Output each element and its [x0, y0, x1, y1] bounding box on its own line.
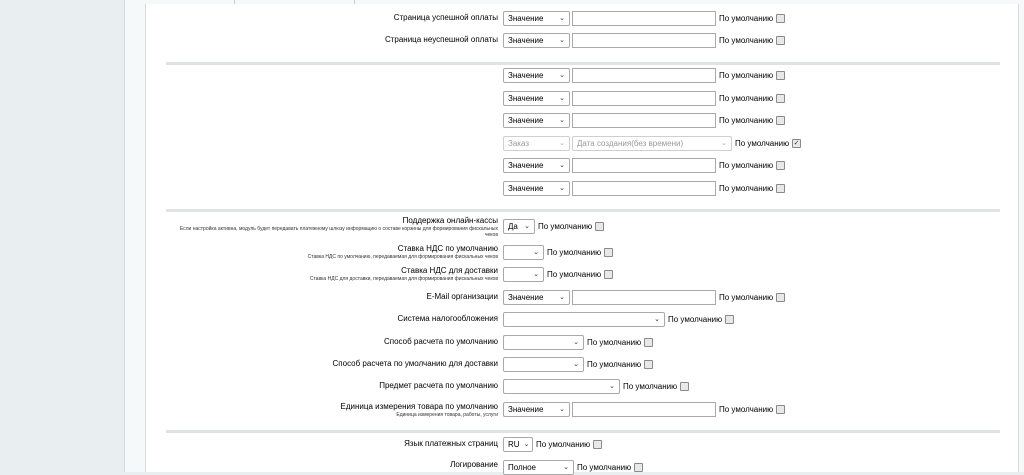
default-label: По умолчанию — [719, 93, 774, 103]
chevron-down-icon: ⌄ — [523, 441, 530, 448]
default-checkbox[interactable] — [680, 382, 689, 391]
chevron-down-icon: ⌄ — [559, 37, 565, 44]
default-label: По умолчанию — [577, 462, 632, 472]
default-checkbox[interactable] — [776, 36, 785, 45]
unit-source-select[interactable]: Значение ⌄ — [503, 402, 570, 417]
chevron-down-icon: ⌄ — [559, 72, 565, 79]
param-source-select[interactable]: Значение ⌄ — [503, 158, 570, 173]
online-kassa-label: Поддержка онлайн-кассы — [402, 216, 498, 225]
payment-method-select[interactable] — [503, 335, 584, 350]
section-separator — [166, 209, 1000, 212]
default-label: По умолчанию — [719, 183, 774, 193]
default-label: По умолчанию — [719, 35, 774, 45]
chevron-down-icon: ⌄ — [721, 140, 727, 147]
lang-label: Язык платежных страниц — [404, 439, 498, 448]
chevron-down-icon: ⌄ — [533, 249, 539, 256]
left-gutter — [0, 0, 124, 472]
default-checkbox[interactable] — [776, 184, 785, 193]
param-input[interactable] — [572, 181, 716, 196]
param-source-select[interactable]: Значение ⌄ — [503, 91, 570, 106]
chevron-down-icon: ⌄ — [524, 223, 530, 230]
param-value-select[interactable]: Дата создания(без времени) ⌄ — [572, 136, 732, 151]
payment-method-label: Способ расчета по умолчанию — [384, 337, 498, 346]
default-checkbox[interactable] — [604, 248, 613, 257]
unit-input[interactable] — [572, 402, 716, 417]
email-source-select[interactable]: Значение ⌄ — [503, 290, 570, 305]
default-label: По умолчанию — [719, 160, 774, 170]
chevron-down-icon: ⌄ — [559, 406, 565, 413]
success-page-source-select[interactable]: Значение ⌄ — [503, 11, 570, 26]
online-kassa-select[interactable]: Да ⌄ — [503, 219, 535, 234]
default-checkbox[interactable] — [644, 360, 653, 369]
default-label: По умолчанию — [719, 292, 774, 302]
default-label: По умолчанию — [719, 115, 774, 125]
default-checkbox[interactable] — [776, 116, 785, 125]
default-label: По умолчанию — [668, 314, 723, 324]
default-label: По умолчанию — [547, 269, 602, 279]
default-checkbox[interactable] — [776, 405, 785, 414]
chevron-down-icon: ⌄ — [559, 185, 565, 192]
param-source-select[interactable]: Заказ ⌄ — [503, 136, 570, 151]
payment-method-delivery-label: Способ расчета по умолчанию для доставки — [332, 359, 498, 368]
logging-label: Логирование — [450, 460, 498, 469]
fail-page-input[interactable] — [572, 33, 716, 48]
chevron-down-icon: ⌄ — [559, 95, 565, 102]
default-label: По умолчанию — [719, 404, 774, 414]
default-label: По умолчанию — [719, 70, 774, 80]
default-label: По умолчанию — [735, 138, 790, 148]
param-source-select[interactable]: Значение ⌄ — [503, 68, 570, 83]
chevron-down-icon: ⌄ — [559, 140, 565, 147]
default-label: По умолчанию — [587, 337, 642, 347]
section-separator — [166, 430, 1000, 433]
chevron-down-icon: ⌄ — [559, 294, 565, 301]
success-page-label: Страница успешной оплаты — [393, 13, 498, 22]
tax-system-label: Система налогообложения — [397, 314, 498, 323]
chevron-down-icon: ⌄ — [654, 316, 660, 323]
online-kassa-hint: Если настройка активна, модуль будет передавать платежному шлюзу информацию о составе корзины для формирования фискальных чеков — [179, 226, 498, 238]
param-input[interactable] — [572, 68, 716, 83]
payment-object-label: Предмет расчета по умолчанию — [379, 381, 498, 390]
default-checkbox[interactable] — [634, 463, 643, 472]
fail-page-source-select[interactable]: Значение ⌄ — [503, 33, 570, 48]
chevron-down-icon: ⌄ — [559, 15, 565, 22]
default-checkbox[interactable] — [725, 315, 734, 324]
default-label: По умолчанию — [536, 439, 591, 449]
logging-select[interactable]: Полное ⌄ — [503, 460, 574, 475]
chevron-down-icon: ⌄ — [573, 361, 579, 368]
default-checkbox[interactable] — [644, 338, 653, 347]
default-checkbox[interactable] — [776, 94, 785, 103]
section-separator — [166, 62, 1000, 65]
default-checkbox[interactable] — [776, 293, 785, 302]
payment-object-select[interactable] — [503, 379, 620, 394]
vat-delivery-hint: Ставка НДС для доставки, передаваемая для формирования фискальных чеков — [309, 276, 498, 282]
param-input[interactable] — [572, 113, 716, 128]
default-checkbox[interactable] — [593, 440, 602, 449]
chevron-down-icon: ⌄ — [573, 339, 579, 346]
default-checkbox[interactable] — [604, 270, 613, 279]
vat-delivery-label: Ставка НДС для доставки — [401, 266, 498, 275]
chevron-down-icon: ⌄ — [609, 383, 615, 390]
chevron-down-icon: ⌄ — [559, 117, 565, 124]
param-input[interactable] — [572, 158, 716, 173]
default-label: По умолчанию — [547, 247, 602, 257]
success-page-input[interactable] — [572, 11, 716, 26]
default-checkbox[interactable] — [595, 222, 604, 231]
unit-hint: Единица измерения товара, работы, услуги — [396, 412, 498, 418]
default-checkbox[interactable] — [776, 71, 785, 80]
chevron-down-icon: ⌄ — [533, 271, 539, 278]
tax-system-select[interactable] — [503, 312, 665, 327]
email-input[interactable] — [572, 290, 716, 305]
settings-form — [145, 4, 1019, 472]
fail-page-label: Страница неуспешной оплаты — [384, 35, 498, 44]
default-label: По умолчанию — [587, 359, 642, 369]
lang-select[interactable]: RU ⌄ — [503, 437, 533, 452]
vat-default-select[interactable] — [503, 245, 544, 260]
default-label: По умолчанию — [538, 221, 593, 231]
default-checkbox-checked[interactable]: ✓ — [793, 139, 800, 147]
default-label: По умолчанию — [623, 381, 678, 391]
payment-method-delivery-select[interactable] — [503, 357, 584, 372]
default-label: По умолчанию — [719, 13, 774, 23]
vat-default-label: Ставка НДС по умолчанию — [397, 244, 498, 253]
param-input[interactable] — [572, 91, 716, 106]
vat-delivery-select[interactable] — [503, 267, 544, 282]
param-source-select[interactable]: Значение ⌄ — [503, 113, 570, 128]
email-label: E-Mail организации — [426, 292, 498, 301]
default-checkbox[interactable] — [776, 161, 785, 170]
chevron-down-icon: ⌄ — [559, 162, 565, 169]
default-checkbox[interactable] — [776, 14, 785, 23]
vat-default-hint: Ставка НДС по умолчанию, передаваемая для формирования фискальных чеков — [307, 254, 498, 260]
param-source-select[interactable]: Значение ⌄ — [503, 181, 570, 196]
unit-label: Единица измерения товара по умолчанию — [340, 402, 498, 411]
chevron-down-icon: ⌄ — [563, 464, 569, 471]
